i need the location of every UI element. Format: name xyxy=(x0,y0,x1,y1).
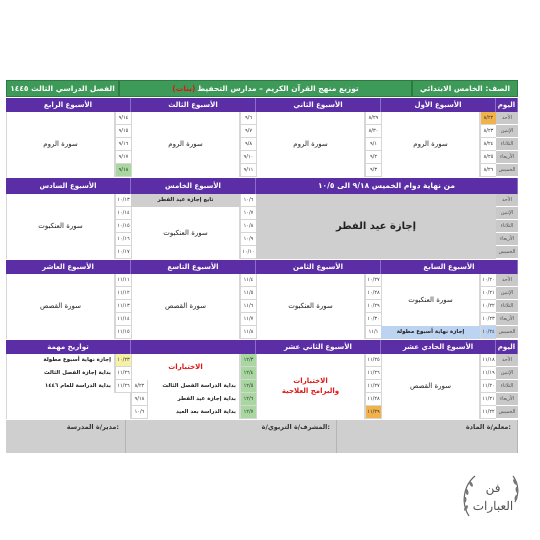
date-cell: ١١/٢٨ xyxy=(365,393,381,406)
date-cell: ١١/١ xyxy=(365,326,381,339)
date-cell: ١١/٢٧ xyxy=(365,380,381,393)
date-cell: ٨/٢٣ xyxy=(480,125,496,138)
supervisor-signature-field: المشرف/ة التربوي/ة: xyxy=(126,420,337,453)
date-cell: ٩/١٤ xyxy=(115,112,131,125)
date-cell: ١٠/١٤ xyxy=(115,207,131,220)
term-label: الفصل الدراسي الثالث ١٤٤٥ xyxy=(6,80,119,97)
long-weekend-note: إجازة نهاية أسبوع مطولة xyxy=(381,326,480,339)
date-cell: ١١/٢٢ xyxy=(480,406,496,419)
date-cell: ١٠/٢١ xyxy=(480,287,496,300)
week-4-header: الأسبوع الرابع xyxy=(6,98,131,112)
week-12-content xyxy=(256,354,365,419)
grade-label: الصف: الخامس الابتدائي xyxy=(412,80,518,97)
date-cell: ٨/٣٠ xyxy=(365,125,381,138)
date-cell: ١١/٢٥ xyxy=(365,354,381,367)
day-sun: الأحد xyxy=(496,112,518,125)
week-5-header: الأسبوع الخامس xyxy=(131,178,256,194)
day-wed: الأربعاء xyxy=(496,151,518,164)
date-cell: ١١/١٩ xyxy=(480,367,496,380)
date-cell: ١٠/٧ xyxy=(240,207,256,220)
date-cell: ١١/٢٦ xyxy=(365,367,381,380)
key-date-label: بداية الدراسة بعد العيد xyxy=(147,406,240,419)
date-cell: ١٠/٣٠ xyxy=(365,313,381,326)
date-cell: ١٠/٢٧ xyxy=(365,274,381,287)
week-4-content: سورة الروم xyxy=(6,112,115,177)
week-6-header: الأسبوع السادس xyxy=(6,178,131,194)
date-cell: ١١/٥ xyxy=(240,287,256,300)
day-tue: الثلاثاء xyxy=(496,220,518,233)
week-7-content: سورة العنكبوت xyxy=(381,274,480,326)
important-date-value: ١٠/٢٣ xyxy=(115,354,131,367)
date-cell: ٩/١٦ xyxy=(115,138,131,151)
day-wed: الأربعاء xyxy=(496,233,518,246)
important-date-value: ١١/٢٦ xyxy=(115,367,131,380)
week-10-header: الأسبوع العاشر xyxy=(6,260,131,274)
important-date-label: إجازة نهاية أسبوع مطولة xyxy=(6,354,115,367)
date-cell: ٩/٦ xyxy=(240,112,256,125)
date-cell: ٨/٢٢ xyxy=(480,112,496,125)
dates-block-header xyxy=(131,340,256,354)
date-cell: ١٠/١٠ xyxy=(240,246,256,259)
date-cell: ١١/١٨ xyxy=(480,354,496,367)
day-thu: الخميس xyxy=(496,164,518,177)
date-cell: ١٠/٦ xyxy=(240,194,256,207)
day-sun: الأحد xyxy=(496,354,518,367)
date-cell: ١١/١١ xyxy=(115,274,131,287)
eid-holiday-block: إجازة عيد الفطر xyxy=(256,194,496,259)
important-date-value: ١١/٢٦ xyxy=(115,380,131,393)
principal-signature-field: مدير/ة المدرسة: xyxy=(6,420,126,453)
date-cell: ١٠/١٥ xyxy=(115,220,131,233)
date-cell: ٩/١ xyxy=(365,138,381,151)
week-5-content: سورة العنكبوت xyxy=(131,207,240,259)
day-tue: الثلاثاء xyxy=(496,380,518,393)
date-cell: ٨/٢٩ xyxy=(365,112,381,125)
day-thu: الخميس xyxy=(496,246,518,259)
date-cell: ٨/٢٦ xyxy=(480,164,496,177)
week-9-content: سورة القصص xyxy=(131,274,240,339)
important-date-label: بداية الدراسة للعام ١٤٤٦ xyxy=(6,380,115,393)
key-date-value: ٩/١٨ xyxy=(131,393,147,406)
date-cell: ١٠/٢٤ xyxy=(480,326,496,339)
date-cell: ٩/١١ xyxy=(240,164,256,177)
day-header: اليوم xyxy=(496,98,518,112)
week-6-content: سورة العنكبوت xyxy=(6,194,115,259)
laurel-logo-icon xyxy=(455,464,527,536)
week-2-content: سورة الروم xyxy=(256,112,365,177)
important-date-label: بداية إجازة الفصل الثالث xyxy=(6,367,115,380)
title-badge: (بنات) xyxy=(172,83,196,93)
holiday-header: من نهاية دوام الخميس ٩/١٨ الى ١٠/٥ xyxy=(256,178,518,194)
title-text: توزيع منهج القرآن الكريم – مدارس التحفيظ xyxy=(197,83,359,93)
date-cell: ٩/٧ xyxy=(240,125,256,138)
week-11-content: سورة القصص xyxy=(381,354,480,419)
teacher-signature-field: معلم/ة المادة: xyxy=(337,420,518,453)
date-cell: ١٢/٥ xyxy=(240,380,256,393)
week-10-content: سورة القصص xyxy=(6,274,115,339)
date-cell: ١٢/٤ xyxy=(240,367,256,380)
exams-block-label: الاختبارات xyxy=(131,354,240,380)
date-cell: ٩/١٥ xyxy=(115,125,131,138)
key-date-value: ١٠/٦ xyxy=(131,406,147,419)
date-cell: ١١/٢٠ xyxy=(480,380,496,393)
date-cell: ١١/٨ xyxy=(240,326,256,339)
eid-continuation-note: تابع إجازة عيد الفطر xyxy=(131,194,240,207)
date-cell: ٩/٢ xyxy=(365,151,381,164)
date-cell: ١٢/٦ xyxy=(240,393,256,406)
date-cell: ١٠/٢٩ xyxy=(365,300,381,313)
week-3-header: الأسبوع الثالث xyxy=(131,98,256,112)
date-cell: ١١/١٤ xyxy=(115,313,131,326)
date-cell: ١١/٦ xyxy=(240,300,256,313)
week-2-header: الأسبوع الثاني xyxy=(256,98,381,112)
curriculum-table xyxy=(6,80,518,453)
date-cell: ٩/١٧ xyxy=(115,151,131,164)
key-date-value: ٨/٢٢ xyxy=(131,380,147,393)
week-9-header: الأسبوع التاسع xyxy=(131,260,256,274)
exams-label: الاختبارات xyxy=(293,377,328,385)
date-cell: ١١/١٥ xyxy=(115,326,131,339)
date-cell: ١١/٢١ xyxy=(480,393,496,406)
day-tue: الثلاثاء xyxy=(496,138,518,151)
week-7-header: الأسبوع السابع xyxy=(381,260,518,274)
date-cell: ١١/٧ xyxy=(240,313,256,326)
date-cell: ١٠/٢٠ xyxy=(480,274,496,287)
day-mon: الإثنين xyxy=(496,367,518,380)
key-date-label: بداية الدراسة الفصل الثالث xyxy=(147,380,240,393)
date-cell: ٩/١٠ xyxy=(240,151,256,164)
date-cell: ٨/٢٤ xyxy=(480,138,496,151)
date-cell: ١٠/٢٨ xyxy=(365,287,381,300)
day-sun: الأحد xyxy=(496,194,518,207)
page-title xyxy=(119,80,412,97)
week-1-content: سورة الروم xyxy=(381,112,480,177)
day-thu: الخميس xyxy=(496,326,518,339)
date-cell: ١٠/٩ xyxy=(240,233,256,246)
date-cell: ١١/٤ xyxy=(240,274,256,287)
day-mon: الإثنين xyxy=(496,287,518,300)
date-cell: ١٠/١٣ xyxy=(115,194,131,207)
date-cell: ٩/٨ xyxy=(240,138,256,151)
logo-line-2: العبارات xyxy=(472,499,514,513)
date-cell: ٩/١٨ xyxy=(115,164,131,177)
date-cell: ١١/١٣ xyxy=(115,300,131,313)
date-cell: ١٠/١٦ xyxy=(115,233,131,246)
important-dates-empty xyxy=(6,393,131,419)
week-11-header: الأسبوع الحادي عشر xyxy=(381,340,496,354)
date-cell: ١١/١٢ xyxy=(115,287,131,300)
date-cell: ٩/٣ xyxy=(365,164,381,177)
date-cell: ١٢/٧ xyxy=(240,406,256,419)
week-12-header: الأسبوع الثاني عشر xyxy=(256,340,381,354)
week-8-content: سورة العنكبوت xyxy=(256,274,365,339)
week-3-content: سورة الروم xyxy=(131,112,240,177)
remedial-label: والبرامج العلاجية xyxy=(281,387,340,395)
day-wed: الأربعاء xyxy=(496,393,518,406)
day-mon: الإثنين xyxy=(496,207,518,220)
key-date-label: بداية إجازة عيد الفطر xyxy=(147,393,240,406)
date-cell: ١٢/٣ xyxy=(240,354,256,367)
logo-line-1: فن xyxy=(485,481,501,495)
brand-logo xyxy=(455,464,527,536)
day-sun: الأحد xyxy=(496,274,518,287)
day-wed: الأربعاء xyxy=(496,313,518,326)
day-thu: الخميس xyxy=(496,406,518,419)
date-cell: ١٠/٢٣ xyxy=(480,313,496,326)
day-header: اليوم xyxy=(496,340,518,354)
day-mon: الإثنين xyxy=(496,125,518,138)
important-dates-header: تواريخ مهمة xyxy=(6,340,131,354)
day-tue: الثلاثاء xyxy=(496,300,518,313)
week-1-header: الأسبوع الأول xyxy=(381,98,496,112)
date-cell: ٨/٢٥ xyxy=(480,151,496,164)
date-cell: ١٠/٢٢ xyxy=(480,300,496,313)
week-8-header: الأسبوع الثامن xyxy=(256,260,381,274)
date-cell: ١٠/١٧ xyxy=(115,246,131,259)
date-cell: ١٠/٨ xyxy=(240,220,256,233)
date-cell: ١١/٢٩ xyxy=(365,406,381,419)
